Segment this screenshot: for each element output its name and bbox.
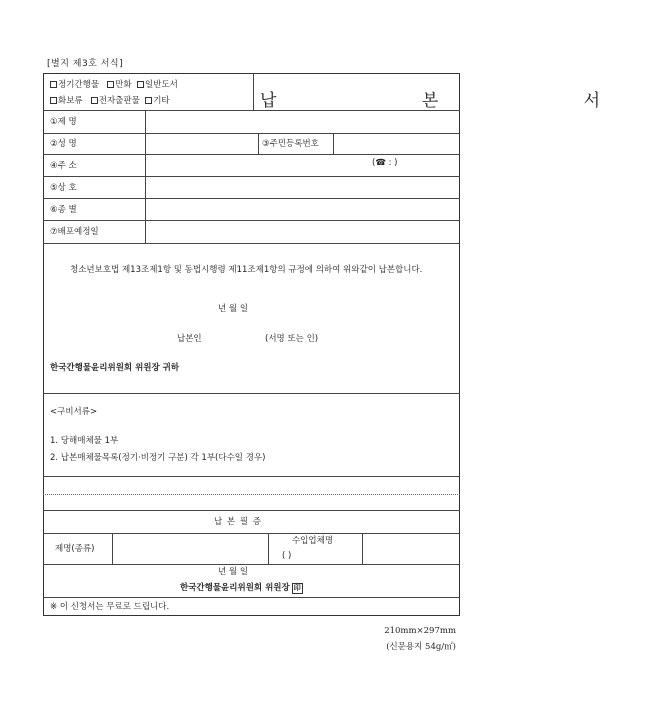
document-item: 1. 당해매체물 1부 <box>50 436 119 446</box>
checkbox-label: 기타 <box>153 96 170 106</box>
field-label-trade-name: ⑤상 호 <box>50 183 77 193</box>
certificate-heading: 납 본 필 증 <box>214 517 262 527</box>
resident-number-input[interactable] <box>334 134 459 153</box>
statement-date: 년 월 일 <box>218 304 249 314</box>
field-label-distribution-date: ⑦배포예정일 <box>50 227 99 237</box>
addressee: 한국간행물윤리위원회 위원장 귀하 <box>50 363 180 373</box>
submitter-label: 납본인 <box>177 334 202 344</box>
address-input[interactable] <box>146 155 368 175</box>
documents-heading: <구비서류> <box>50 407 98 417</box>
paper-size: 210mm×297mm <box>384 626 456 636</box>
certificate-name-input[interactable] <box>113 534 267 563</box>
signature-note: (서명 또는 인) <box>265 334 319 344</box>
row-divider <box>43 393 460 394</box>
form-title: 납 본 서 <box>260 91 670 111</box>
checkbox-general-books[interactable] <box>137 81 144 88</box>
certificate-name-label: 제명(종류) <box>55 544 95 554</box>
checkbox-label: 화보류 <box>58 96 83 106</box>
issuer-name: 한국간행물윤리위원회 위원장 <box>180 583 290 593</box>
trade-name-input[interactable] <box>146 177 459 197</box>
title-input[interactable] <box>146 111 459 132</box>
type-input[interactable] <box>146 199 459 219</box>
checkbox-periodical[interactable] <box>50 81 57 88</box>
row-divider <box>43 597 460 598</box>
checkbox-row-2 <box>50 97 170 106</box>
received-company-paren: ( ) <box>282 551 292 561</box>
phone-field[interactable]: (☎ : ) <box>372 158 398 168</box>
certificate-issuer <box>180 583 303 594</box>
checkbox-pictorial[interactable] <box>50 97 57 104</box>
field-label-address: ④주 소 <box>50 161 77 171</box>
official-seal-mark: 印 <box>293 584 301 592</box>
checkbox-row-1 <box>50 81 178 90</box>
statement-paragraph: 청소년보호법 제13조제1항 및 동법시행령 제11조제1항의 규정에 의하여 위와같이 납본합니다. <box>70 265 423 275</box>
field-label-title: ①제 명 <box>50 117 77 127</box>
checkbox-label: 전자출판물 <box>98 96 140 106</box>
checkbox-electronic[interactable] <box>91 97 98 104</box>
checkbox-other[interactable] <box>145 97 152 104</box>
row-divider <box>43 243 460 244</box>
free-form-note: ※ 이 신청서는 무료로 드립니다. <box>50 602 170 612</box>
row-divider <box>43 476 460 477</box>
received-company-input[interactable] <box>363 534 459 563</box>
certificate-date: 년 월 일 <box>218 567 249 577</box>
field-label-name: ②성 명 <box>50 139 77 149</box>
received-company-label: 수입업체명 <box>292 536 334 546</box>
field-label-type: ⑥종 별 <box>50 205 77 215</box>
checkbox-label: 정기간행물 <box>58 80 100 90</box>
paper-weight: (신문용지 54g/㎡) <box>386 642 456 652</box>
name-input[interactable] <box>146 134 257 153</box>
checkbox-label: 만화 <box>115 80 132 90</box>
dotted-cut-line <box>43 494 460 495</box>
checkbox-label: 일반도서 <box>145 80 178 90</box>
row-divider <box>43 510 460 511</box>
distribution-date-input[interactable] <box>146 221 459 242</box>
column-divider <box>253 73 254 110</box>
form-number-label: [별지 제3호 서식] <box>47 59 124 69</box>
column-divider <box>268 533 269 564</box>
document-item: 2. 납본매체물목록(정기·비정기 구분) 각 1부(다수일 경우) <box>50 453 266 463</box>
row-divider <box>43 564 460 565</box>
column-divider <box>258 133 259 154</box>
field-label-resident-number: ③주민등록번호 <box>262 139 319 149</box>
checkbox-comics[interactable] <box>107 81 114 88</box>
